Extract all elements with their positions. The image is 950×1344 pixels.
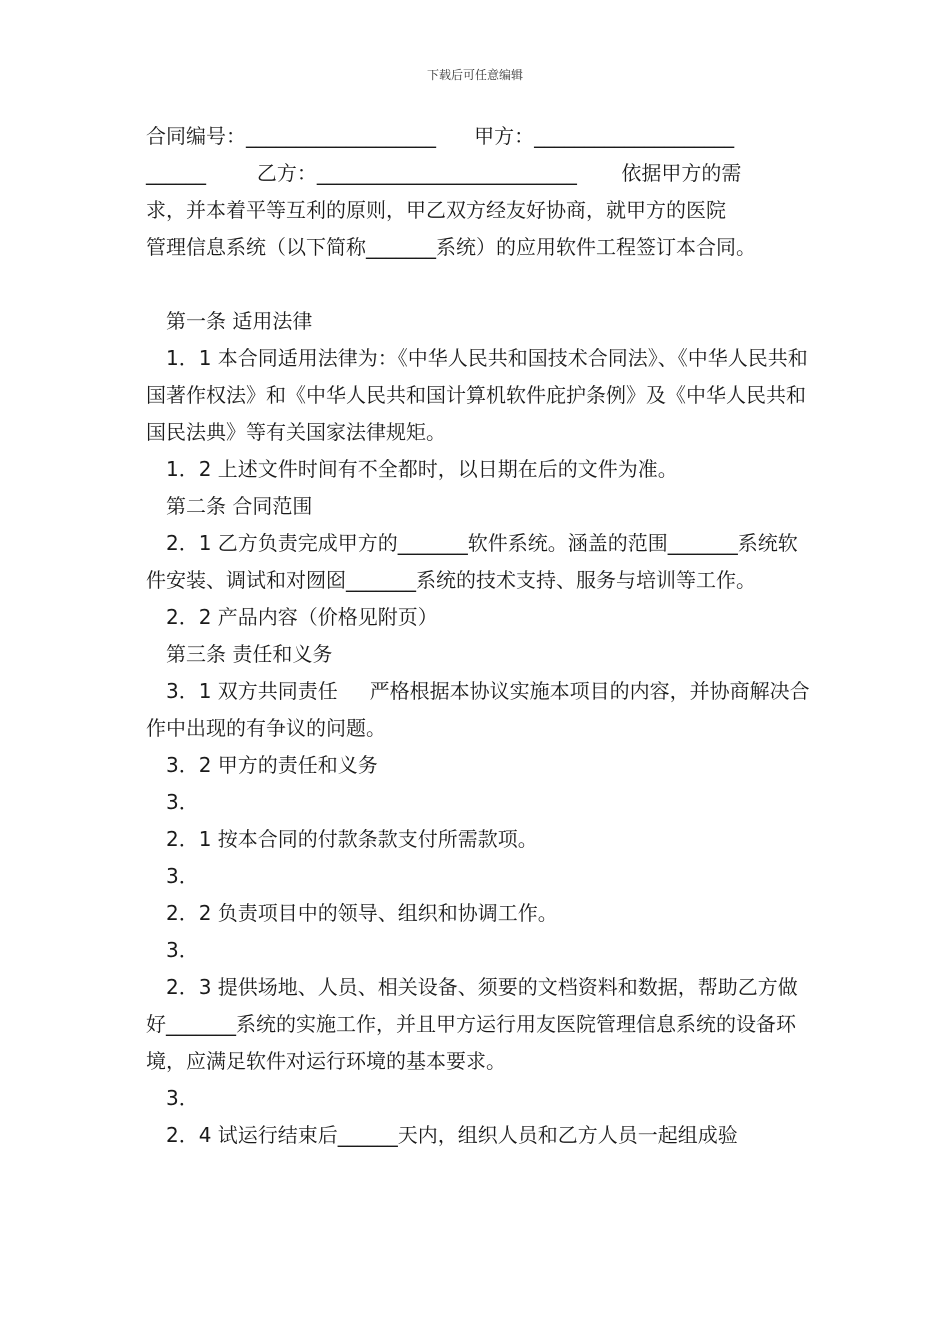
clause-3-2: 3．2 甲方的责任和义务 [166, 753, 378, 777]
header-note: 下载后可任意编辑 [426, 68, 523, 82]
clause-3-1: 3．1 双方共同责任 严格根据本协议实施本项目的内容，并协商解决合作中出现的有争议的问题。 [146, 679, 810, 740]
clause-1-2: 1．2 上述文件时间有不全都时，以日期在后的文件为准。 [166, 457, 678, 481]
clause-2-2: 2．2 产品内容（价格见附页） [166, 605, 438, 629]
clause-3-2-3: 2．3 提供场地、人员、相关设备、须要的文档资料和数据，帮助乙方做好_______系统的实施工作，并且甲方运行用友医院管理信息系统的设备环境，应满足软件对运行环境的基本要求。 [146, 975, 798, 1073]
clause-number-d: 3． [166, 1086, 199, 1110]
article-2-title: 第二条 合同范围 [166, 494, 313, 518]
contract-body [146, 118, 810, 1154]
intro-line-3: 求，并本着平等互利的原则，甲乙双方经友好协商，就甲方的医院 [146, 198, 726, 222]
intro-line-1: 合同编号：___________________ 甲方：____________________ [146, 124, 735, 148]
paragraph-gap [146, 266, 810, 303]
article-3-title: 第三条 责任和义务 [166, 642, 333, 666]
clause-number-c: 3． [166, 938, 199, 962]
clause-number-a: 3． [166, 790, 199, 814]
clause-3-2-1: 2．1 按本合同的付款条款支付所需款项。 [166, 827, 538, 851]
intro-line-2: ______ 乙方：__________________________ 依据甲方的需 [146, 161, 742, 185]
clause-2-1: 2．1 乙方负责完成甲方的_______软件系统。涵盖的范围_______系统软件安装、调试和对囫囵_______系统的技术支持、服务与培训等工作。 [146, 531, 798, 592]
clause-1-1: 1．1 本合同适用法律为：《中华人民共和国技术合同法》、《中华人民共和国著作权法》和《中华人民共和国计算机软件庇护条例》及《中华人民共和国民法典》等有关国家法律规矩。 [146, 346, 808, 444]
clause-3-2-2: 2．2 负责项目中的领导、组织和协调工作。 [166, 901, 558, 925]
clause-3-2-4: 2．4 试运行结束后______天内，组织人员和乙方人员一起组成验 [166, 1123, 738, 1147]
article-1-title: 第一条 适用法律 [166, 309, 313, 333]
clause-number-b: 3． [166, 864, 199, 888]
intro-line-4: 管理信息系统（以下简称_______系统）的应用软件工程签订本合同。 [146, 235, 756, 259]
